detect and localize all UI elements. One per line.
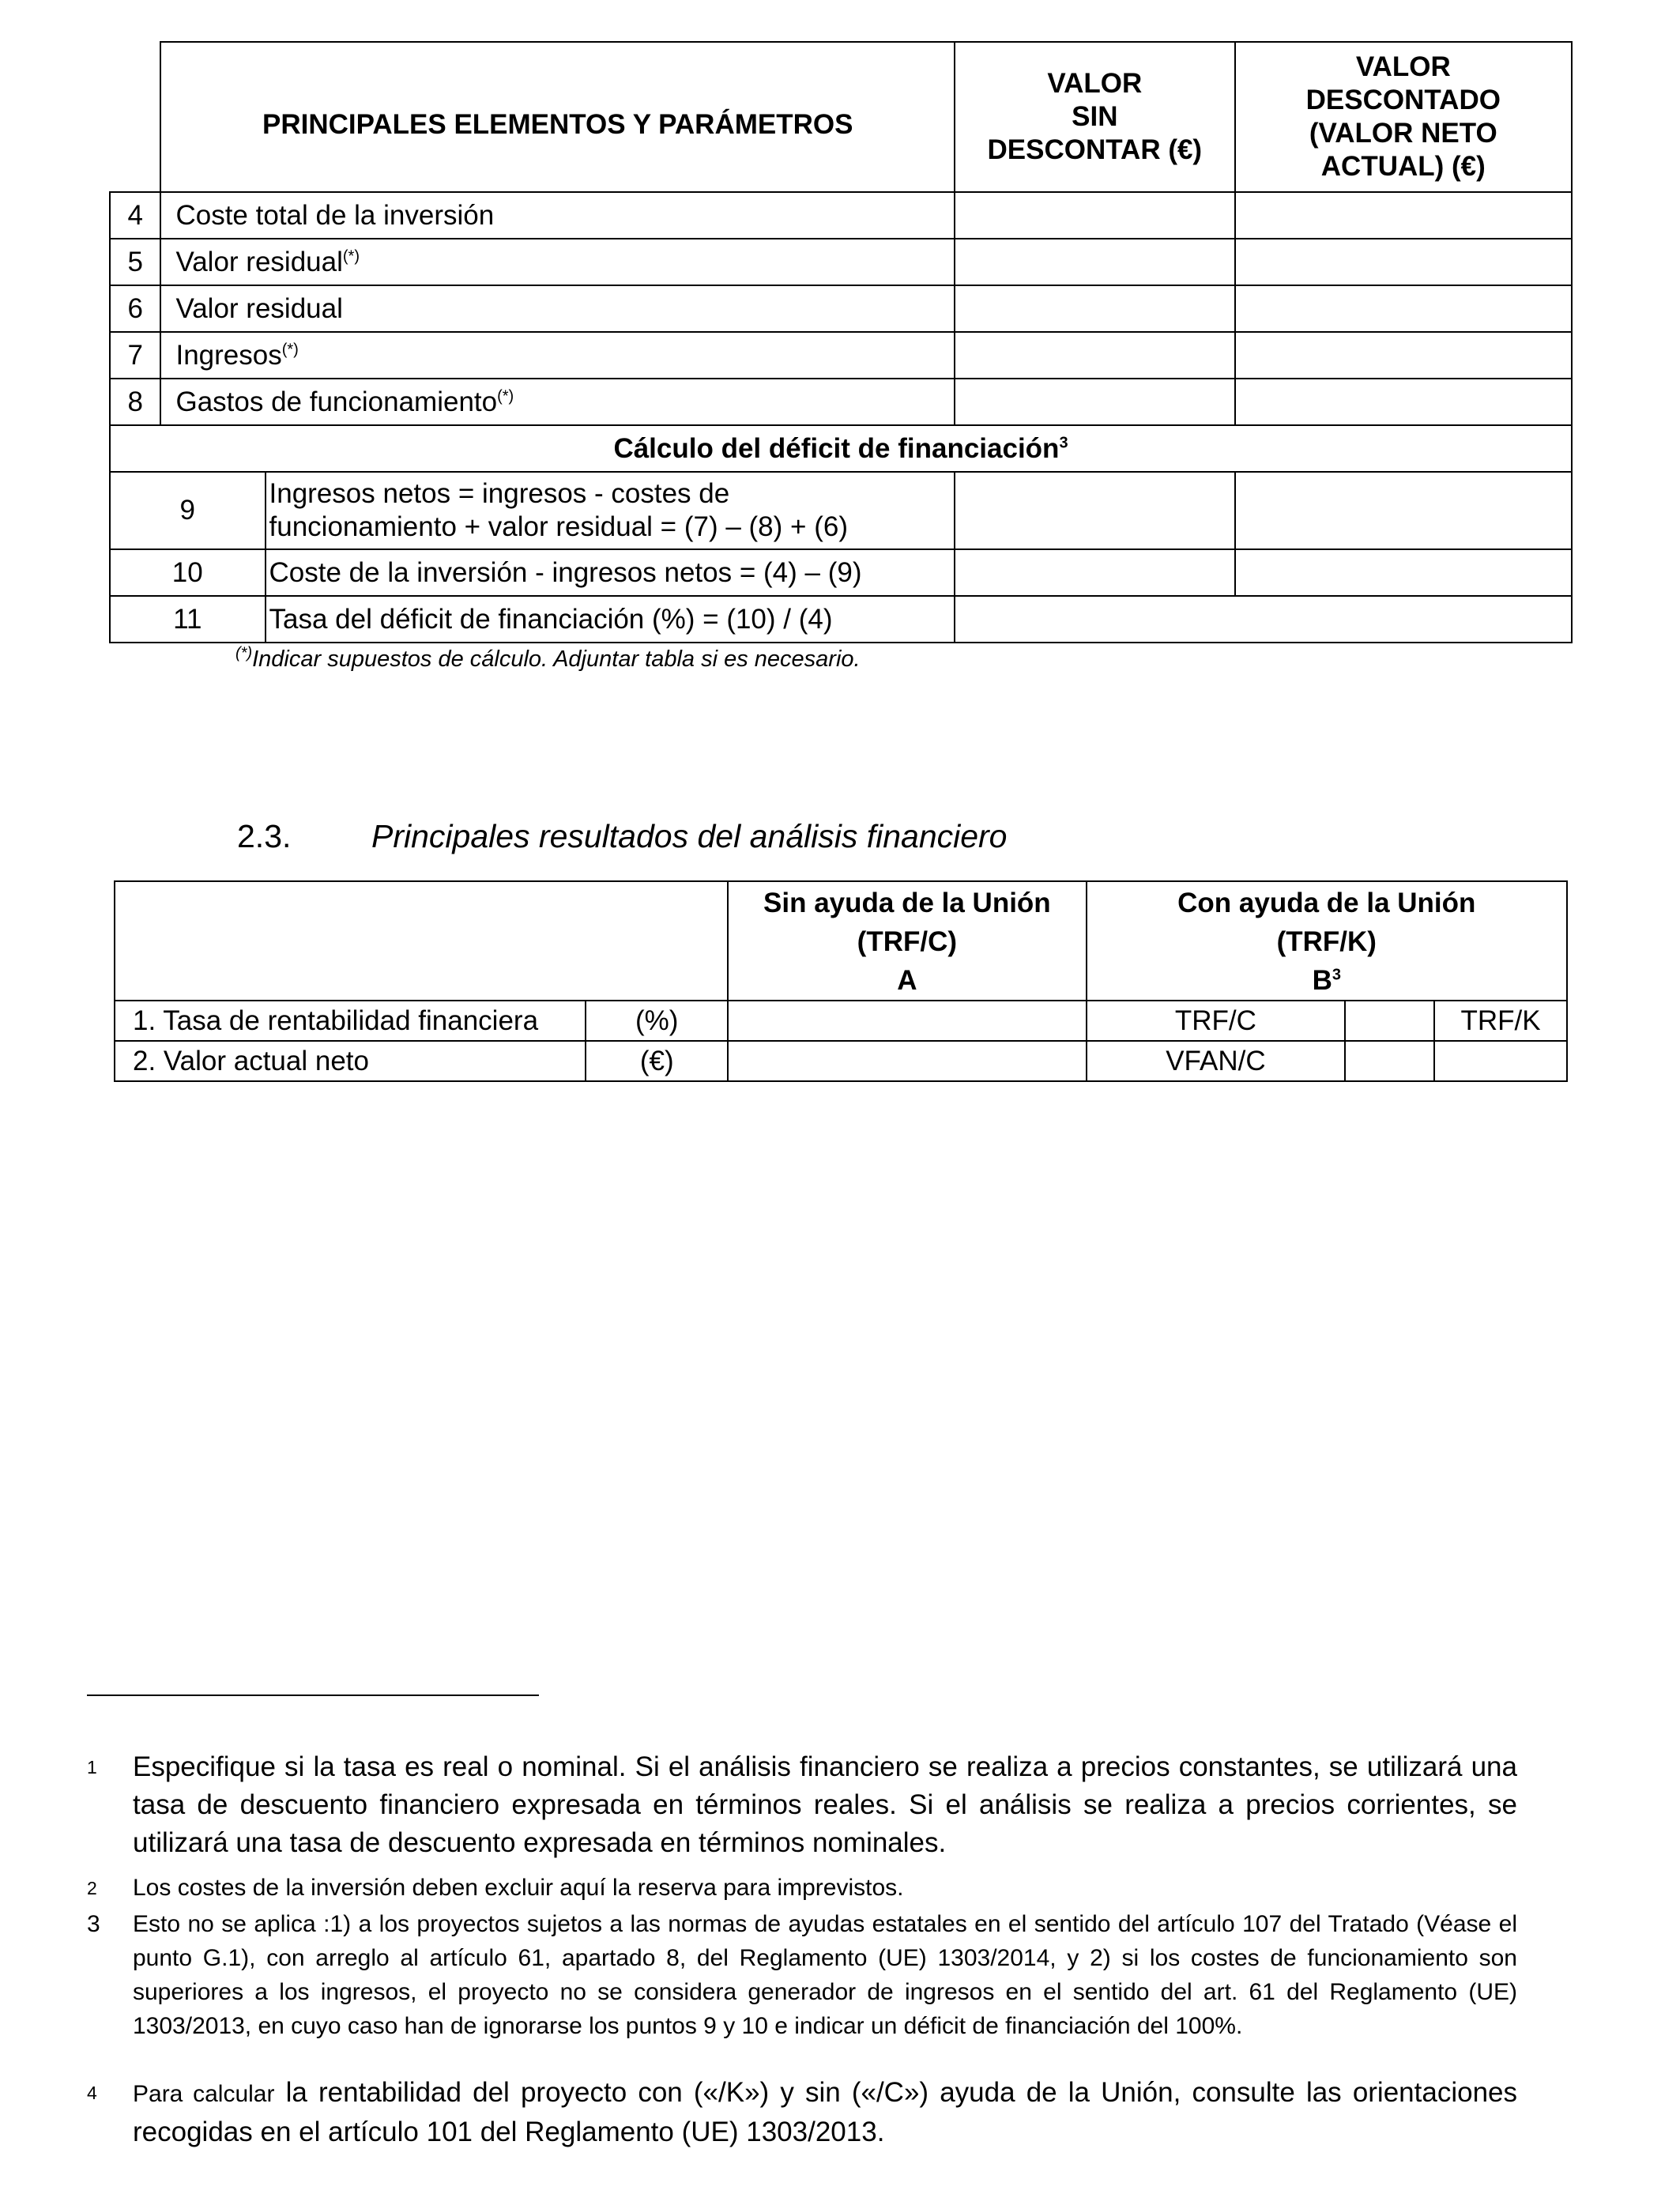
row-label	[160, 285, 955, 332]
footnote-text: Especifique si la tasa es real o nominal. Si el análisis financiero se realiza a precios constantes, se utilizará una tasa de descuento financiero expresada en términos reales. Si el análisis se realiza a precios corrientes, se utilizará una tasa de descuento expresada en términos nominales.	[133, 1751, 1517, 1858]
financing-deficit-table	[109, 41, 1573, 643]
row-unit: (€)	[586, 1041, 728, 1081]
calculation-assumptions-note	[235, 644, 861, 673]
table-header-row	[115, 881, 1567, 1001]
row-label-sup: (*)	[342, 247, 360, 265]
row-unit: (%)	[586, 1001, 728, 1041]
header-line: (VALOR NETO	[1309, 118, 1497, 149]
section-title-row	[110, 425, 1572, 472]
header-with-union-aid	[1087, 881, 1567, 1001]
row-number: 6	[110, 285, 160, 332]
table-row	[110, 549, 1572, 596]
section-title-text: Cálculo del déficit de financiación	[613, 432, 1060, 464]
header-line: DESCONTADO	[1305, 85, 1501, 115]
footnote-mark: 3	[87, 1911, 100, 1937]
discounted-value-cell[interactable]	[1235, 379, 1572, 425]
section-title-sup: 3	[1059, 433, 1068, 451]
with-aid-value-cell[interactable]	[1345, 1001, 1434, 1041]
header-b-letter: B	[1312, 965, 1332, 996]
section-title: Principales resultados del análisis financiero	[371, 818, 1008, 854]
table-row	[110, 192, 1572, 239]
header-without-union-aid	[728, 881, 1086, 1001]
header-line: Sin ayuda de la Unión	[763, 888, 1051, 918]
header-line	[1087, 961, 1566, 1000]
empty-header-cell	[115, 881, 728, 1001]
footnote-lead: Para calcular	[133, 2081, 275, 2107]
row-label-text: Coste total de la inversión	[175, 199, 495, 231]
with-aid-code-cell	[1434, 1041, 1567, 1081]
footnote-mark: 4	[87, 2083, 97, 2103]
table-row	[115, 1041, 1567, 1081]
footnote-3	[87, 1907, 1517, 2043]
row-number: 4	[110, 192, 160, 239]
row-number: 10	[110, 549, 266, 596]
header-b-sup: 3	[1332, 966, 1341, 984]
section-heading	[237, 818, 1008, 855]
header-line: SIN	[1072, 101, 1118, 132]
with-aid-code-cell: TRF/K	[1434, 1001, 1567, 1041]
undiscounted-value-cell[interactable]	[955, 192, 1235, 239]
undiscounted-value-cell[interactable]	[955, 379, 1235, 425]
row-label	[160, 379, 955, 425]
row-label-text: Valor residual	[175, 246, 343, 277]
table-row	[110, 596, 1572, 643]
footnote-mark: 1	[87, 1757, 97, 1777]
header-line: DESCONTAR (€)	[987, 134, 1203, 165]
discounted-value-cell[interactable]	[1235, 472, 1572, 549]
footnote-separator	[87, 1695, 539, 1696]
header-line: VALOR	[1047, 68, 1143, 99]
footnote-text: Esto no se aplica :1) a los proyectos sujetos a las normas de ayudas estatales en el sentido del artículo 107 del Tratado (Véase el punto G.1), con arreglo al artículo 61, apartado 8, del Reglamento (UE) 1303/2014, y 2) si los costes de funcionamiento son superiores a los ingresos, el proyecto no se considera generador de ingresos en el sentido del art. 61 del Reglamento (UE) 1303/2013, en cuyo caso han de ignorarse los puntos 9 y 10 e indicar un déficit de financiación del 100%.	[133, 1911, 1517, 2039]
deficit-calculation-title	[110, 425, 1572, 472]
financial-results-table	[114, 880, 1568, 1082]
note-sup: (*)	[235, 644, 253, 662]
header-line: ACTUAL) (€)	[1320, 151, 1486, 182]
header-line: (TRF/C)	[857, 926, 958, 957]
discounted-value-cell[interactable]	[1235, 549, 1572, 596]
header-undiscounted-value	[955, 42, 1235, 192]
table-row	[110, 332, 1572, 379]
deficit-rate-value-cell[interactable]	[955, 596, 1572, 643]
table-row	[110, 472, 1572, 549]
header-line: (TRF/K)	[1276, 926, 1377, 957]
footnote-2	[87, 1872, 1517, 1905]
empty-corner-cell	[110, 42, 160, 192]
without-aid-value-cell[interactable]	[728, 1001, 1086, 1041]
discounted-value-cell[interactable]	[1235, 285, 1572, 332]
row-label	[160, 332, 955, 379]
with-aid-code-cell: TRF/C	[1087, 1001, 1346, 1041]
row-label-sup: (*)	[281, 340, 299, 358]
row-label-sup: (*)	[497, 386, 514, 405]
footnote-body: la rentabilidad del proyecto con («/K») y sin («/C») ayuda de la Unión, consulte las orientaciones recogidas en el artículo 101 del Reglamento (UE) 1303/2013.	[133, 2077, 1518, 2147]
header-line: A	[897, 965, 917, 996]
without-aid-value-cell[interactable]	[728, 1041, 1086, 1081]
discounted-value-cell[interactable]	[1235, 192, 1572, 239]
table-row	[115, 1001, 1567, 1041]
row-label-line: funcionamiento + valor residual = (7) – (8) + (6)	[269, 511, 848, 542]
undiscounted-value-cell[interactable]	[955, 472, 1235, 549]
header-discounted-value	[1235, 42, 1572, 192]
table-row	[110, 285, 1572, 332]
row-number: 7	[110, 332, 160, 379]
discounted-value-cell[interactable]	[1235, 332, 1572, 379]
with-aid-code-cell: VFAN/C	[1087, 1041, 1346, 1081]
row-number: 8	[110, 379, 160, 425]
row-number: 9	[110, 472, 266, 549]
header-elements-parameters: PRINCIPALES ELEMENTOS Y PARÁMETROS	[160, 42, 955, 192]
table-row	[110, 239, 1572, 285]
row-label: 1. Tasa de rentabilidad financiera	[115, 1001, 586, 1041]
footnote-text	[133, 2074, 1517, 2151]
row-label: Coste de la inversión - ingresos netos = (4) – (9)	[266, 549, 955, 596]
undiscounted-value-cell[interactable]	[955, 332, 1235, 379]
footnote-mark: 2	[87, 1878, 97, 1898]
row-label	[266, 472, 955, 549]
note-text: Indicar supuestos de cálculo. Adjuntar tabla si es necesario.	[252, 647, 861, 672]
undiscounted-value-cell[interactable]	[955, 285, 1235, 332]
row-label: 2. Valor actual neto	[115, 1041, 586, 1081]
row-label: Tasa del déficit de financiación (%) = (10) / (4)	[266, 596, 955, 643]
undiscounted-value-cell[interactable]	[955, 549, 1235, 596]
section-number: 2.3.	[237, 818, 292, 854]
header-line: Con ayuda de la Unión	[1177, 888, 1476, 918]
row-label	[160, 192, 955, 239]
row-number: 5	[110, 239, 160, 285]
undiscounted-value-cell[interactable]	[955, 239, 1235, 285]
footnote-1	[87, 1748, 1517, 1862]
row-label-line: Ingresos netos = ingresos - costes de	[269, 478, 730, 509]
footnote-text: Los costes de la inversión deben excluir aquí la reserva para imprevistos.	[133, 1875, 904, 1901]
row-label-text: Ingresos	[175, 339, 282, 371]
row-label-text: Gastos de funcionamiento	[175, 386, 498, 417]
row-number: 11	[110, 596, 266, 643]
with-aid-value-cell[interactable]	[1345, 1041, 1434, 1081]
discounted-value-cell[interactable]	[1235, 239, 1572, 285]
row-label-text: Valor residual	[175, 292, 343, 324]
row-label	[160, 239, 955, 285]
table-header-row	[110, 42, 1572, 192]
header-line: VALOR	[1355, 51, 1451, 82]
footnote-4	[87, 2074, 1517, 2151]
table-row	[110, 379, 1572, 425]
